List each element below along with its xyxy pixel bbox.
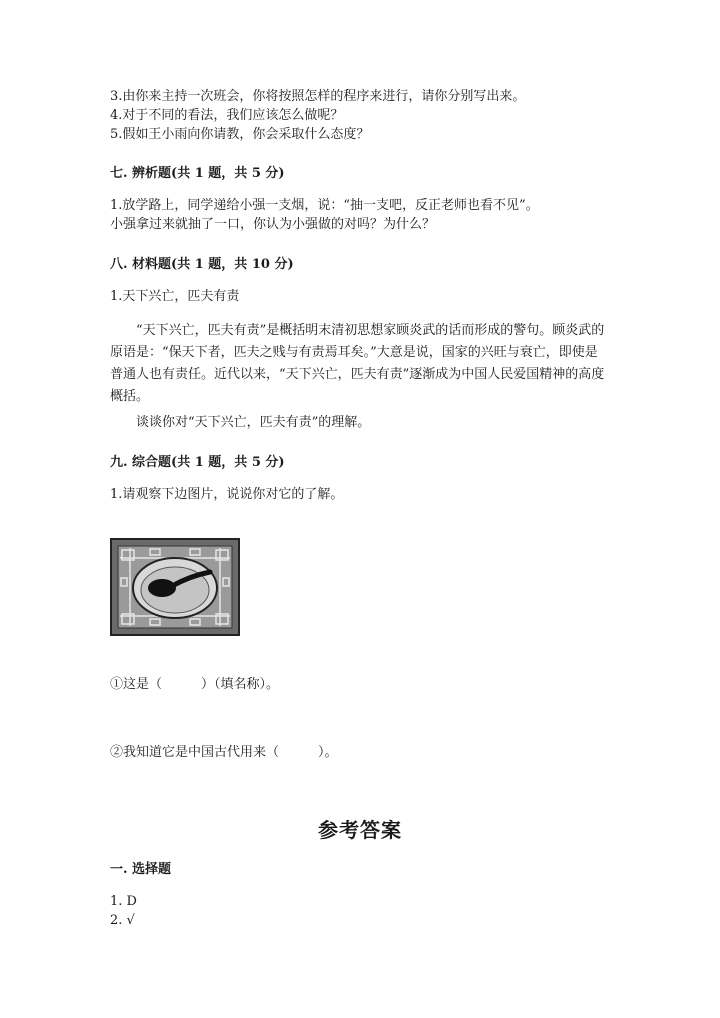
question-9-1: 1.请观察下边图片，说说你对它的了解。 xyxy=(110,487,344,502)
sinan-compass-image xyxy=(110,538,240,636)
question-6-4: 4.对于不同的看法，我们应该怎么做呢？ xyxy=(110,108,344,123)
blank-question-2: ②我知道它是中国古代用来（ ）。 xyxy=(110,745,338,760)
material-paragraph: “天下兴亡，匹夫有责”是概括明末清初思想家顾炎武的话而形成的警句。顾炎武的原语是：“保天下者，匹夫之贱与有责焉耳矣。”大意是说，国家的兴旺与衰亡，即使是普通人也有责任。近代以来，“天下兴亡，匹夫有责”逐渐成为中国人民爱国精神的高度概括。 xyxy=(110,323,605,404)
question-8-1-title: 1.天下兴亡，匹夫有责 xyxy=(110,289,240,304)
question-7-1-line2: 小强拿过来就抽了一口，你认为小强做的对吗？为什么？ xyxy=(110,217,436,232)
section-8-heading: 八. 材料题(共 1 题，共 10 分) xyxy=(110,257,294,272)
material-prompt: 谈谈你对“天下兴亡，匹夫有责”的理解。 xyxy=(136,415,371,430)
answer-section-1-heading: 一. 选择题 xyxy=(110,862,172,877)
question-7-1-line1: 1.放学路上，同学递给小强一支烟，说：“抽一支吧，反正老师也看不见”。 xyxy=(110,198,539,213)
blank-question-1: ①这是（ ）（填名称）。 xyxy=(110,677,280,692)
section-7-heading: 七. 辨析题(共 1 题，共 5 分) xyxy=(110,166,285,181)
answer-item-2: 2. √ xyxy=(110,913,135,928)
section-9-heading: 九. 综合题(共 1 题，共 5 分) xyxy=(110,455,285,470)
answer-key-title: 参考答案 xyxy=(318,818,402,842)
question-6-5: 5.假如王小雨向你请教，你会采取什么态度？ xyxy=(110,127,370,142)
answer-item-1: 1. D xyxy=(110,894,137,909)
question-6-3: 3.由你来主持一次班会，你将按照怎样的程序来进行，请你分别写出来。 xyxy=(110,89,526,104)
